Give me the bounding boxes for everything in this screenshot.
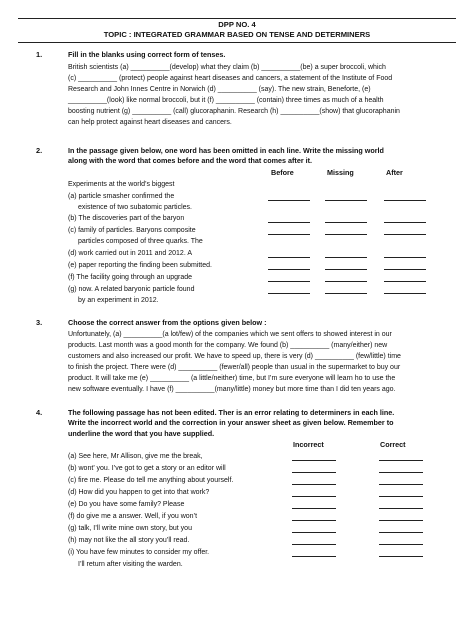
blank-missing-a[interactable] [325, 200, 367, 201]
header-bottom-rule [18, 42, 456, 43]
column-header-after: After [386, 168, 403, 177]
blank-after-e[interactable] [384, 269, 426, 270]
passage-line: (f) do give me a answer. Well, if you won’t [68, 513, 198, 520]
blank-after-c[interactable] [384, 234, 426, 235]
passage-line: Unfortunately, (a) __________(a lot/few) of the companies which we sent offers to showed interest in our [68, 331, 392, 338]
passage-line: products. Last month was a good month for the company. We found (b) __________ (many/either) new [68, 342, 388, 349]
blank-incorrect-a[interactable] [292, 460, 336, 461]
blank-correct-g[interactable] [379, 532, 423, 533]
blank-incorrect-h[interactable] [292, 544, 336, 545]
passage-line: to finish the project. There were (d) __________ (fewer/all) people than usual in the supermarket to buy our [68, 364, 401, 371]
question-1-heading: Fill in the blanks using correct form of tenses. [68, 50, 226, 59]
question-2-heading [68, 146, 436, 167]
blank-missing-f[interactable] [325, 281, 367, 282]
passage-line: (a) See here, Mr Allison, give me the break, [68, 453, 203, 460]
passage-line: can help protect against heart diseases and cancers. [68, 119, 232, 126]
passage-line: (b) The discoveries part of the baryon [68, 215, 185, 222]
passage-line: (c) fire me. Please do tell me anything about yourself. [68, 477, 234, 484]
blank-missing-d[interactable] [325, 257, 367, 258]
passage-line: customers and also increased our profit. We have to speed up, there is very (d) __________ (few/little) time [68, 353, 401, 360]
column-header-correct: Correct [380, 440, 406, 449]
page-topic: TOPIC : INTEGRATED GRAMMAR BASED ON TENSE AND DETERMINERS [103, 30, 371, 39]
blank-before-a[interactable] [268, 200, 310, 201]
passage-line: (c) __________ (protect) people against heart diseases and cancers, a statement of the Institute of Food [68, 75, 393, 82]
blank-before-e[interactable] [268, 269, 310, 270]
blank-incorrect-g[interactable] [292, 532, 336, 533]
heading-line: The following passage has not been edited. Ther is an error relating to determiners in each line. [68, 408, 395, 417]
blank-before-g[interactable] [268, 293, 310, 294]
blank-after-a[interactable] [384, 200, 426, 201]
passage-line: I’ll return after visiting the warden. [78, 561, 183, 568]
blank-missing-b[interactable] [325, 222, 367, 223]
passage-line: (a) particle smasher confirmed the [68, 193, 175, 200]
passage-line: (c) family of particles. Baryons composite [68, 227, 196, 234]
header-top-rule [18, 18, 456, 19]
blank-correct-b[interactable] [379, 472, 423, 473]
passage-line: (b) wont’ you. I’ve got to get a story or an editor will [68, 465, 226, 472]
passage-line: (d) work carried out in 2011 and 2012. A [68, 250, 193, 257]
blank-before-f[interactable] [268, 281, 310, 282]
header [0, 20, 474, 40]
question-1-number: 1. [36, 50, 43, 59]
passage-line: (e) paper reporting the finding been submitted. [68, 262, 212, 269]
heading-line: along with the word that comes before and the word that comes after it. [68, 156, 313, 166]
page-title: DPP NO. 4 [218, 20, 256, 29]
blank-correct-f[interactable] [379, 520, 423, 521]
blank-after-b[interactable] [384, 222, 426, 223]
blank-incorrect-e[interactable] [292, 508, 336, 509]
blank-missing-g[interactable] [325, 293, 367, 294]
column-header-before: Before [271, 168, 294, 177]
blank-correct-h[interactable] [379, 544, 423, 545]
blank-before-c[interactable] [268, 234, 310, 235]
blank-correct-c[interactable] [379, 484, 423, 485]
blank-incorrect-f[interactable] [292, 520, 336, 521]
blank-incorrect-b[interactable] [292, 472, 336, 473]
passage-line: new software eventually. I have (f) __________(many/little) money but more time than I did ten years ago. [68, 386, 396, 393]
blank-correct-i[interactable] [379, 556, 423, 557]
passage-line: (g) talk, I’ll write mine own story, but you [68, 525, 192, 532]
question-4-heading [68, 408, 436, 439]
blank-correct-a[interactable] [379, 460, 423, 461]
blank-correct-d[interactable] [379, 496, 423, 497]
passage-line: (f) The facility going through an upgrade [68, 274, 193, 281]
column-header-missing: Missing [327, 168, 354, 177]
blank-before-d[interactable] [268, 257, 310, 258]
blank-missing-c[interactable] [325, 234, 367, 235]
column-header-incorrect: Incorrect [293, 440, 324, 449]
blank-missing-e[interactable] [325, 269, 367, 270]
question-3-number: 3. [36, 318, 43, 327]
passage-line: by an experiment in 2012. [78, 297, 159, 304]
passage-line: Research and John Innes Centre in Norwich (d) __________ (say). The new strain, Beneforte, (e) [68, 86, 371, 93]
passage-line: (d) How did you happen to get into that work? [68, 489, 210, 496]
blank-after-g[interactable] [384, 293, 426, 294]
question-2-number: 2. [36, 146, 43, 155]
question-4-number: 4. [36, 408, 43, 417]
heading-line: In the passage given below, one word has been omitted in each line. Write the missing world [68, 146, 384, 155]
heading-line: Write the incorrect world and the correction in your answer sheet as given below. Remember to [68, 418, 394, 428]
blank-after-d[interactable] [384, 257, 426, 258]
question-3-heading: Choose the correct answer from the options given below : [68, 318, 267, 327]
passage-line: (g) now. A related baryonic particle found [68, 286, 195, 293]
passage-line: British scientists (a) __________(develop) what they claim (b) __________(be) a super broccoli, which [68, 64, 386, 71]
passage-line: boosting nutrient (g) __________ (call) glucoraphanin. Research (h) __________(show) that glucoraphanin [68, 108, 400, 115]
blank-after-f[interactable] [384, 281, 426, 282]
passage-line: Experiments at the world’s biggest [68, 181, 175, 188]
blank-incorrect-d[interactable] [292, 496, 336, 497]
blank-before-b[interactable] [268, 222, 310, 223]
passage-line: particles composed of three quarks. The [78, 238, 203, 245]
passage-line: (h) may not like the all story you’ll read. [68, 537, 190, 544]
blank-correct-e[interactable] [379, 508, 423, 509]
heading-line: underline the word that you have supplied. [68, 428, 215, 438]
blank-incorrect-c[interactable] [292, 484, 336, 485]
blank-incorrect-i[interactable] [292, 556, 336, 557]
passage-line: existence of two subatomic particles. [78, 204, 192, 211]
passage-line: product. It will take me (e) __________ (a little/neither) time, but I’m sure everyone will learn ho to use the [68, 375, 396, 382]
passage-line: (e) Do you have some family? Please [68, 501, 185, 508]
passage-line: (i) You have few minutes to consider my offer. [68, 549, 210, 556]
passage-line: __________(look) like normal broccoli, but it (f) __________ (contain) three times as much of a health [68, 97, 384, 104]
